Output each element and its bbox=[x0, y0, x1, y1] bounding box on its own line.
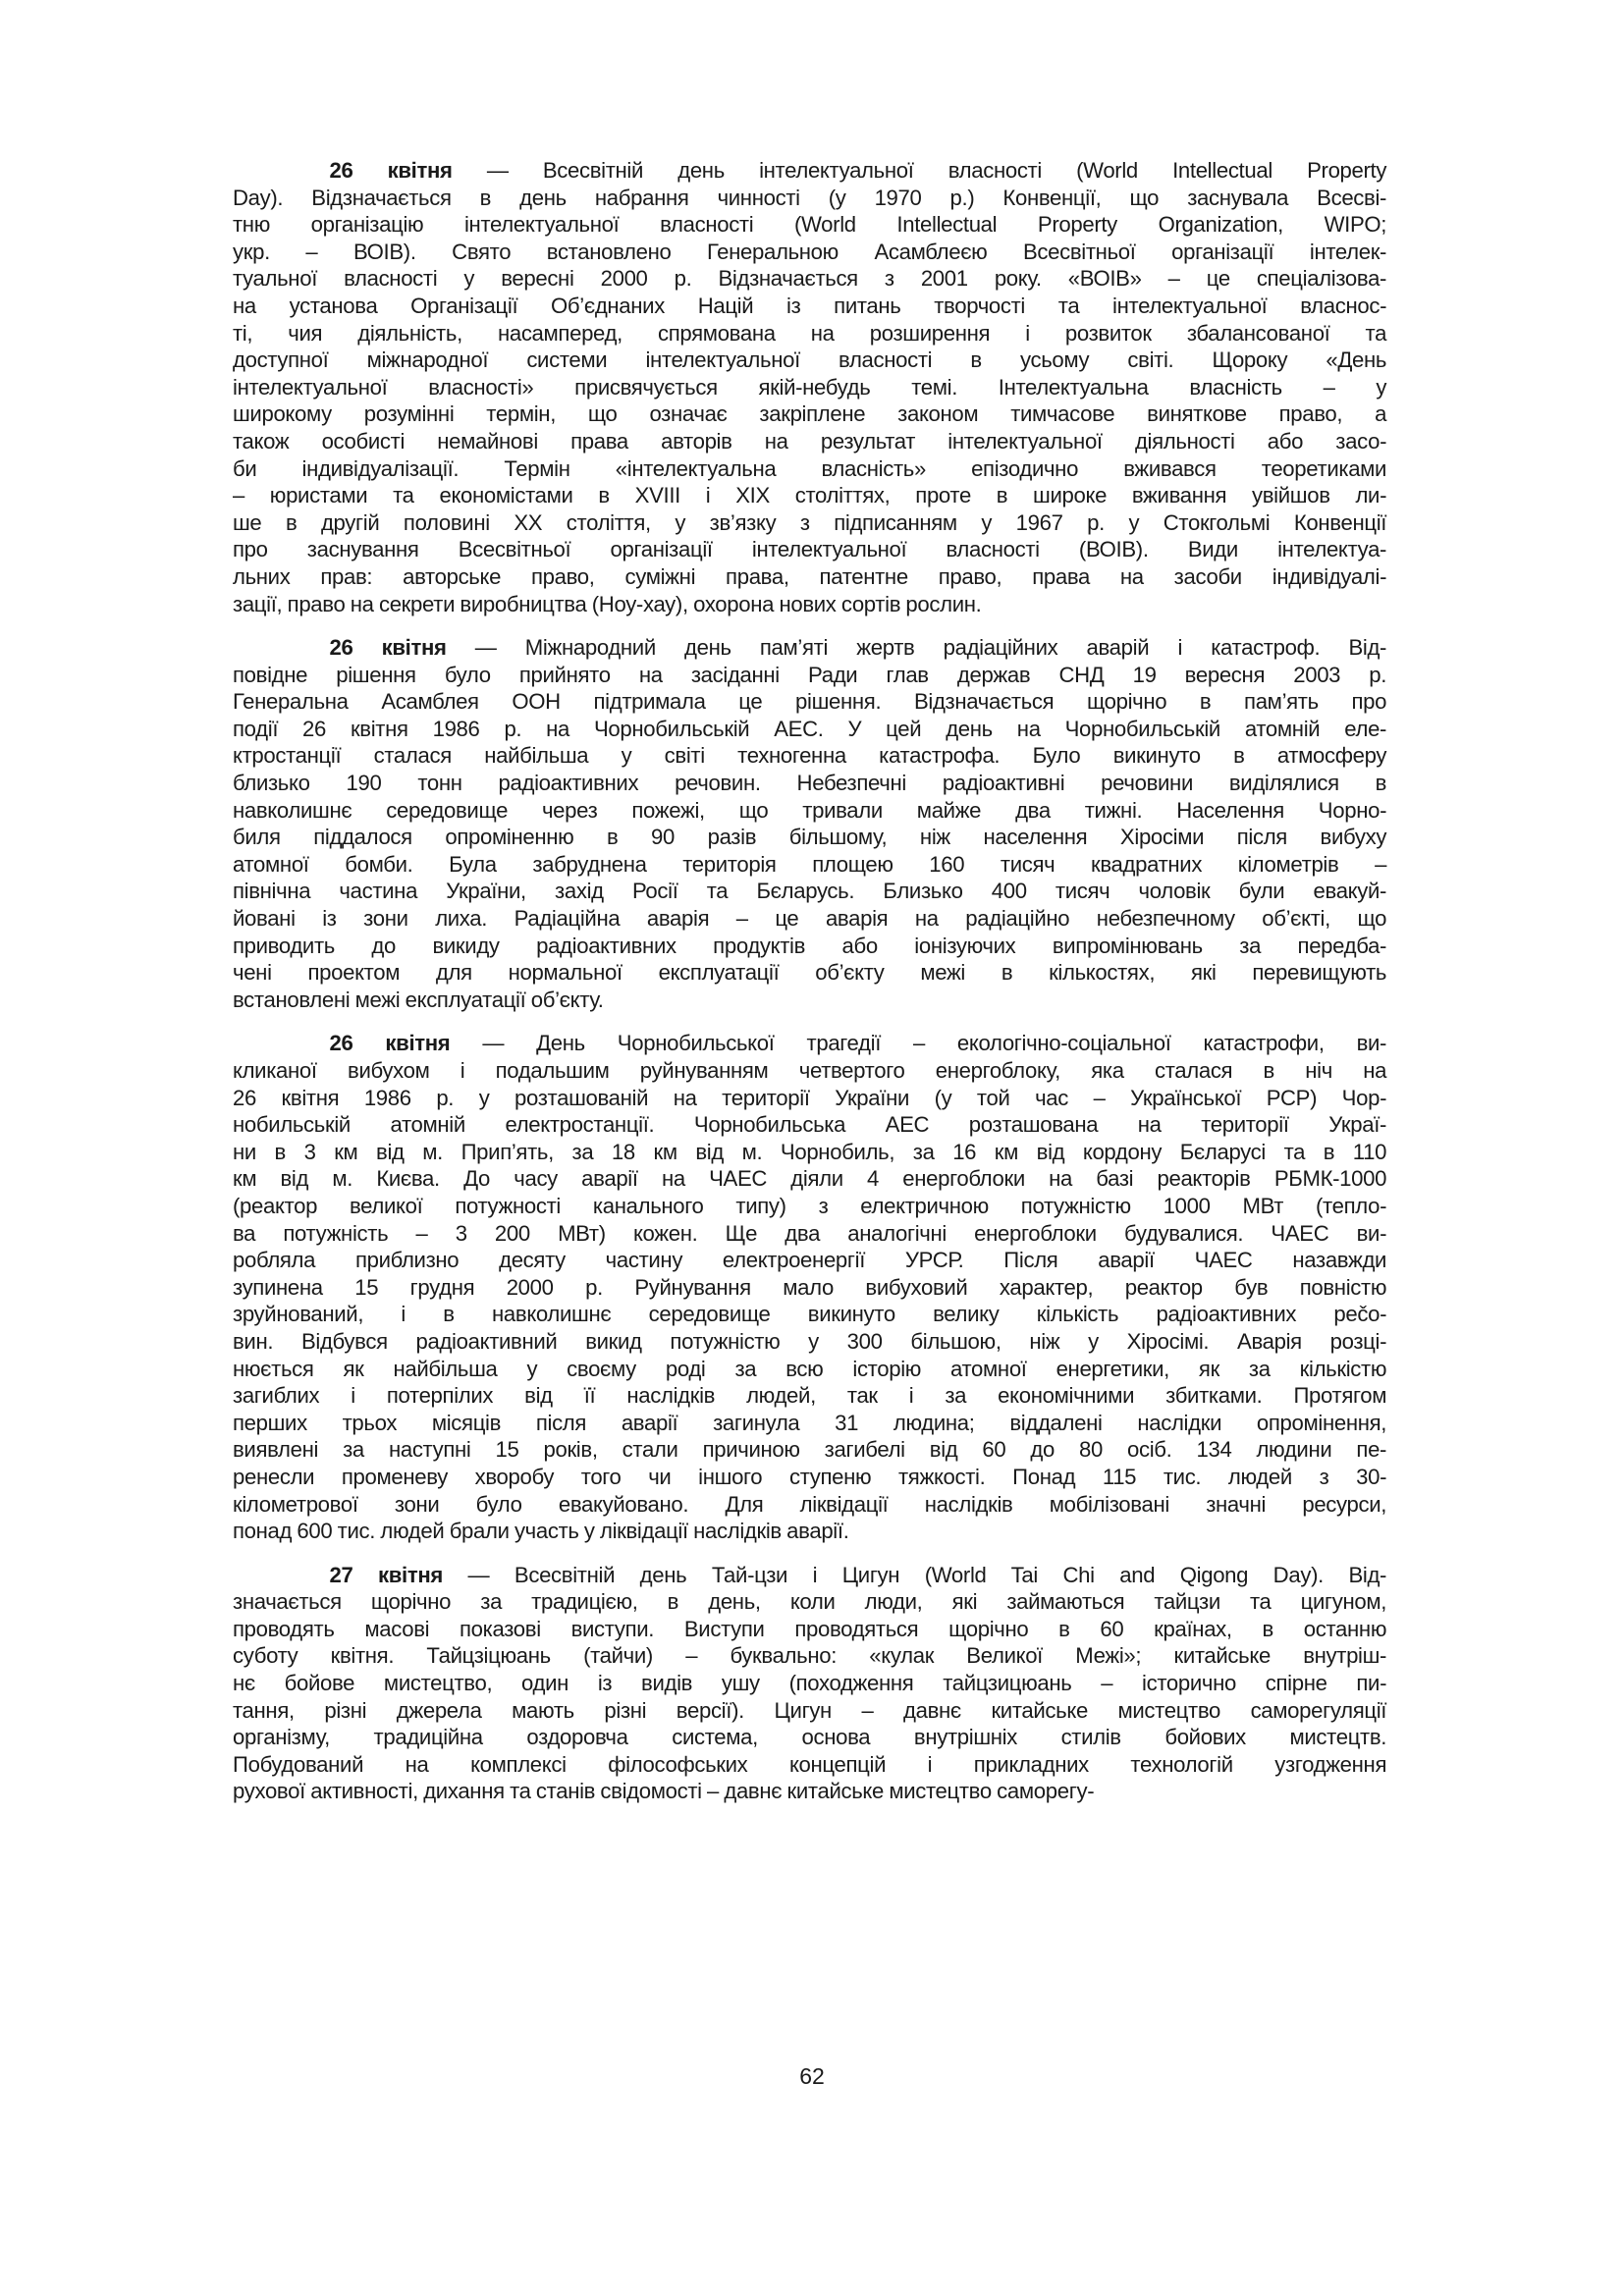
text-line bbox=[233, 933, 1386, 960]
text-line bbox=[233, 1697, 1386, 1725]
text-line bbox=[233, 742, 1386, 770]
line-text: доступної міжнародної системи інтелектуальної власності в усьому світі. Щороку «День bbox=[233, 347, 1387, 373]
text-line bbox=[233, 1751, 1386, 1779]
document-page bbox=[233, 157, 1404, 1822]
line-text: туальної власності у вересні 2000 р. Відзначається з 2001 року. «ВОІВ» – це спеціалізова- bbox=[233, 266, 1387, 292]
text-line bbox=[233, 1057, 1386, 1085]
line-text: км від м. Києва. До часу аварії на ЧАЕС діяли 4 енергоблоки на базі реакторів РБМК-1000 bbox=[233, 1166, 1387, 1192]
line-text: — Всесвітній день інтелектуальної власності (World Intellectual Property bbox=[452, 158, 1387, 183]
line-text: ті, чия діяльність, насамперед, спрямована на розширення і розвиток збалансованої та bbox=[233, 320, 1387, 346]
text-line bbox=[233, 1111, 1386, 1139]
text-line bbox=[233, 265, 1386, 293]
text-line bbox=[233, 770, 1386, 797]
line-text: Побудований на комплексі філософських концепцій і прикладних технологій узгодження bbox=[233, 1751, 1387, 1777]
line-text: ни в 3 км від м. Прип’ять, за 18 км від м. Чорнобиль, за 16 км від кордону Бєларусі та в 110 bbox=[233, 1139, 1387, 1164]
text-line bbox=[233, 1464, 1386, 1491]
text-line bbox=[233, 1588, 1386, 1616]
text-line bbox=[233, 185, 1386, 212]
line-text: події 26 квітня 1986 р. на Чорнобильській АЕС. У цей день на Чорнобильській атомній еле- bbox=[233, 716, 1387, 741]
text-line bbox=[233, 1724, 1386, 1751]
text-line bbox=[233, 400, 1386, 428]
text-line bbox=[233, 1139, 1386, 1166]
line-text: нюється як найбільша у своєму роді за всю історію атомної енергетики, як за кількістю bbox=[233, 1356, 1387, 1381]
line-text: тання, різні джерела мають різні версії). Цигун – давнє китайське мистецтво саморегуляції bbox=[233, 1697, 1387, 1723]
line-text: кілометрової зони було евакуйовано. Для ліквідації наслідків мобілізовані значні ресурси, bbox=[233, 1491, 1387, 1517]
page-number: 62 bbox=[799, 2063, 825, 2089]
text-line bbox=[233, 1030, 1386, 1057]
line-text: нобильській атомній електростанції. Чорнобильська АЕС розташована на території Украї- bbox=[233, 1112, 1387, 1138]
line-text: – юристами та економістами в XVIII і XIX століттях, проте в широке вживання увійшов ли- bbox=[233, 483, 1387, 508]
line-text: широкому розумінні термін, що означає закріплене законом тимчасове виняткове право, а bbox=[233, 401, 1387, 427]
text-line bbox=[233, 1301, 1386, 1328]
line-text: льних прав: авторське право, суміжні права, патентне право, права на засоби індивідуалі- bbox=[233, 563, 1387, 589]
paragraph bbox=[233, 157, 1404, 617]
line-text: укр. – ВОІВ). Свято встановлено Генеральною Асамблеєю Всесвітньої організації інтелек- bbox=[233, 239, 1387, 264]
text-line bbox=[233, 428, 1386, 455]
line-text: проводять масові показові виступи. Виступи проводяться щорічно в 60 країнах, в останню bbox=[233, 1616, 1387, 1641]
line-text: ренесли променеву хворобу того чи іншого ступеню тяжкості. Понад 115 тис. людей з 30- bbox=[233, 1464, 1387, 1489]
line-text: понад 600 тис. людей брали участь у ліквідації наслідків аварії. bbox=[233, 1519, 849, 1544]
text-line bbox=[233, 157, 1386, 185]
text-line bbox=[233, 1085, 1386, 1112]
text-line bbox=[233, 211, 1386, 239]
line-text: встановлені межі експлуатації об’єкту. bbox=[233, 987, 604, 1012]
text-line bbox=[233, 347, 1386, 374]
line-text: 26 квітня 1986 р. у розташованій на території України (у той час – Української РСР) Чор- bbox=[233, 1085, 1387, 1110]
line-text: тню організацію інтелектуальної власності (World Intellectual Property Organization, WIPO; bbox=[233, 212, 1387, 238]
line-text: близько 190 тонн радіоактивних речовин. Небезпечні радіоактивні речовини виділялися в bbox=[233, 771, 1387, 796]
line-text: — День Чорнобильської трагедії – екологічно-соціальної катастрофи, ви- bbox=[450, 1031, 1387, 1056]
text-line bbox=[233, 634, 1386, 662]
text-line bbox=[233, 1165, 1386, 1193]
text-line bbox=[233, 293, 1386, 320]
text-line bbox=[233, 905, 1386, 933]
paragraph bbox=[233, 634, 1404, 1013]
text-line bbox=[233, 509, 1386, 537]
text-line bbox=[233, 1356, 1386, 1383]
line-text: — Всесвітній день Тай-цзи і Цигун (World Tai Chi and Qigong Day). Від- bbox=[442, 1562, 1387, 1587]
entry-date: 26 квітня bbox=[329, 158, 453, 183]
line-text: приводить до викиду радіоактивних продуктів або іонізуючих випромінювань за передба- bbox=[233, 933, 1387, 958]
text-line bbox=[233, 1778, 1386, 1805]
text-line bbox=[233, 1616, 1386, 1643]
text-line bbox=[233, 1670, 1386, 1697]
text-line bbox=[233, 987, 1386, 1014]
text-line bbox=[233, 591, 1386, 618]
line-text: Day). Відзначається в день набрання чинності (у 1970 р.) Конвенції, що заснувала Всесві- bbox=[233, 185, 1387, 210]
text-line bbox=[233, 374, 1386, 401]
entry-date: 27 квітня bbox=[329, 1562, 443, 1587]
text-line bbox=[233, 851, 1386, 879]
text-line bbox=[233, 959, 1386, 987]
line-text: би індивідуалізації. Термін «інтелектуальна власність» епізодично вживався теоретиками bbox=[233, 455, 1387, 481]
text-line bbox=[233, 797, 1386, 825]
line-text: ва потужність – 3 200 МВт) кожен. Ще два аналогічні енергоблоки будувалися. ЧАЕС ви- bbox=[233, 1220, 1387, 1246]
entry-date: 26 квітня bbox=[329, 635, 447, 661]
line-text: Генеральна Асамблея ООН підтримала це рішення. Відзначається щорічно в пам’ять про bbox=[233, 689, 1387, 715]
line-text: північна частина України, захід Росії та Бєларусь. Близько 400 тисяч чоловік були евакуй- bbox=[233, 879, 1387, 904]
text-line bbox=[233, 1410, 1386, 1437]
line-text: атомної бомби. Була забруднена територія площею 160 тисяч квадратних кілометрів – bbox=[233, 851, 1387, 877]
text-line bbox=[233, 1642, 1386, 1670]
line-text: — Міжнародний день пам’яті жертв радіаційних аварій і катастроф. Від- bbox=[446, 635, 1387, 661]
text-line bbox=[233, 688, 1386, 716]
line-text: на установа Організації Об’єднаних Націй із питань творчості та інтелектуальної власнос- bbox=[233, 293, 1387, 318]
line-text: суботу квітня. Тайцзіцюань (тайчи) – буквально: «кулак Великої Межі»; китайське внутріш- bbox=[233, 1643, 1387, 1669]
line-text: також особисті немайнові права авторів на результат інтелектуальної діяльності або засо- bbox=[233, 428, 1387, 454]
line-text: биля піддалося опроміненню в 90 разів більшому, ніж населення Хіросіми після вибуху bbox=[233, 825, 1387, 850]
text-line bbox=[233, 662, 1386, 689]
text-line bbox=[233, 536, 1386, 563]
text-line bbox=[233, 1382, 1386, 1410]
paragraph bbox=[233, 1030, 1404, 1544]
text-line bbox=[233, 320, 1386, 347]
text-line bbox=[233, 1518, 1386, 1545]
text-line bbox=[233, 1220, 1386, 1248]
line-text: навколишнє середовище через пожежі, що тривали майже два тижні. Населення Чорно- bbox=[233, 797, 1387, 823]
line-text: ктростанції сталася найбільша у світі техногенна катастрофа. Було викинуто в атмосферу bbox=[233, 743, 1387, 769]
text-line bbox=[233, 1491, 1386, 1519]
line-text: кликаної вибухом і подальшим руйнуванням четвертого енергоблоку, яка сталася в ніч на bbox=[233, 1058, 1387, 1083]
line-text: ше в другій половині XX століття, у зв’язку з підписанням у 1967 р. у Стокгольмі Конвенції bbox=[233, 509, 1387, 535]
line-text: інтелектуальної власності» присвячується якій-небудь темі. Інтелектуальна власність – у bbox=[233, 374, 1387, 400]
text-line bbox=[233, 1562, 1386, 1589]
text-line bbox=[233, 455, 1386, 483]
line-text: повідне рішення було прийнято на засіданні Ради глав держав СНД 19 вересня 2003 р. bbox=[233, 662, 1387, 687]
text-line bbox=[233, 1436, 1386, 1464]
text-line bbox=[233, 1328, 1386, 1356]
text-line bbox=[233, 482, 1386, 509]
text-line bbox=[233, 1274, 1386, 1302]
text-line bbox=[233, 716, 1386, 743]
line-text: виявлені за наступні 15 років, стали причиною загибелі від 60 до 80 осіб. 134 людини пе- bbox=[233, 1437, 1387, 1463]
line-text: (реактор великої потужності канального типу) з електричною потужністю 1000 МВт (тепло- bbox=[233, 1193, 1387, 1218]
text-line bbox=[233, 1247, 1386, 1274]
line-text: нє бойове мистецтво, один із видів ушу (походження тайцзицюань – історично спірне пи- bbox=[233, 1671, 1387, 1696]
line-text: організму, традиційна оздоровча система, основа внутрішніх стилів бойових мистецтв. bbox=[233, 1725, 1387, 1750]
line-text: зупинена 15 грудня 2000 р. Руйнування мало вибуховий характер, реактор був повністю bbox=[233, 1274, 1387, 1300]
line-text: зації, право на секрети виробництва (Ноу-хау), охорона нових сортів рослин. bbox=[233, 591, 982, 616]
line-text: чені проектом для нормальної експлуатації об’єкту межі в кількостях, які перевищують bbox=[233, 960, 1387, 986]
paragraph bbox=[233, 1562, 1404, 1805]
line-text: робляла приблизно десяту частину електроенергії УРСР. Після аварії ЧАЕС назавжди bbox=[233, 1248, 1387, 1273]
line-text: вин. Відбувся радіоактивний викид потужністю у 300 більшою, ніж у Хіросімі. Аварія розці- bbox=[233, 1328, 1387, 1354]
line-text: зруйнований, і в навколишнє середовище викинуто велику кількість радіоактивних рečо- bbox=[233, 1302, 1387, 1327]
text-line bbox=[233, 1193, 1386, 1220]
line-text: загиблих і потерпілих від її наслідків людей, так і за економічними збитками. Протягом bbox=[233, 1383, 1387, 1409]
line-text: перших трьох місяців після аварії загинула 31 людина; віддалені наслідки опромінення, bbox=[233, 1410, 1387, 1435]
text-line bbox=[233, 824, 1386, 851]
line-text: значається щорічно за традицією, в день, коли люди, які займаються тайцзи та цигуном, bbox=[233, 1589, 1387, 1615]
line-text: рухової активності, дихання та станів свідомості – давнє китайське мистецтво саморегу- bbox=[233, 1779, 1095, 1804]
line-text: йовані із зони лиха. Радіаційна аварія – це аварія на радіаційно небезпечному об’єкті, що bbox=[233, 906, 1387, 932]
entry-date: 26 квітня bbox=[329, 1031, 451, 1056]
text-line bbox=[233, 878, 1386, 905]
text-line bbox=[233, 239, 1386, 266]
line-text: про заснування Всесвітньої організації інтелектуальної власності (ВОІВ). Види інтелектуа- bbox=[233, 537, 1387, 562]
text-line bbox=[233, 563, 1386, 591]
